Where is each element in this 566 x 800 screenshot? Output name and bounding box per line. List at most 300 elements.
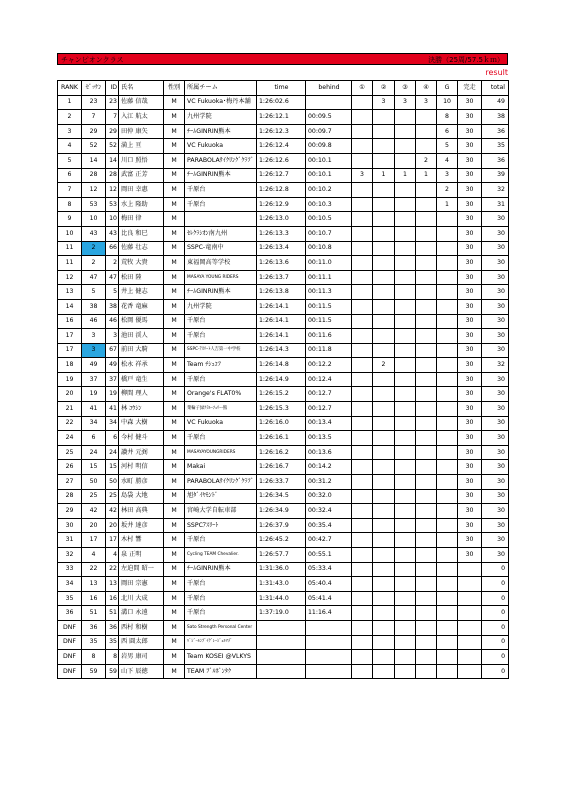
table-row — [58, 110, 509, 125]
cell-total: 49 — [482, 95, 509, 110]
cell-rank: 11 — [58, 256, 82, 271]
table-row — [58, 475, 509, 490]
cell-lap2 — [373, 197, 395, 212]
cell-lap3 — [395, 241, 416, 256]
cell-team — [185, 212, 257, 227]
cell-lap3 — [395, 635, 416, 650]
cell-lap1 — [352, 285, 373, 300]
cell-id: 23 — [106, 95, 119, 110]
cell-sex: M — [164, 329, 185, 344]
table-row — [58, 285, 509, 300]
table-row — [58, 168, 509, 183]
cell-lap3 — [395, 285, 416, 300]
cell-rank: 24 — [58, 431, 82, 446]
cell-behind: 00:11.3 — [306, 285, 352, 300]
cell-lap1 — [352, 197, 373, 212]
cell-total: 30 — [482, 372, 509, 387]
cell-lap1 — [352, 635, 373, 650]
cell-id: 8 — [106, 650, 119, 665]
cell-goal: 4 — [437, 153, 458, 168]
cell-lap1 — [352, 387, 373, 402]
cell-behind: 00:11.6 — [306, 329, 352, 344]
cell-id: 5 — [106, 285, 119, 300]
cell-sex: M — [164, 241, 185, 256]
cell-team: Makai — [185, 460, 257, 475]
cell-lap3 — [395, 489, 416, 504]
cell-rank: 27 — [58, 475, 82, 490]
col-header-name: 氏名 — [119, 81, 164, 96]
cell-id: 42 — [106, 504, 119, 519]
cell-behind: 00:09.7 — [306, 124, 352, 139]
cell-goal — [437, 372, 458, 387]
cell-goal — [437, 416, 458, 431]
cell-time: 1:26:13.6 — [257, 256, 306, 271]
cell-sex: M — [164, 183, 185, 198]
cell-lap1 — [352, 358, 373, 373]
cell-id: 19 — [106, 387, 119, 402]
cell-lap2: 3 — [373, 95, 395, 110]
cell-name: 水町 勝彦 — [119, 475, 164, 490]
cell-team: MASAYA YOUNG RIDERS — [185, 270, 257, 285]
cell-id: 12 — [106, 183, 119, 198]
cell-rank: 16 — [58, 314, 82, 329]
cell-team: 東福岡高等学校 — [185, 256, 257, 271]
cell-time: 1:26:15.2 — [257, 387, 306, 402]
cell-lap1 — [352, 124, 373, 139]
cell-total: 38 — [482, 110, 509, 125]
cell-sex: M — [164, 650, 185, 665]
cell-name: 梅田 律 — [119, 212, 164, 227]
cell-total: 32 — [482, 183, 509, 198]
cell-finish: 30 — [458, 358, 482, 373]
cell-behind: 11:16.4 — [306, 606, 352, 621]
cell-lap1 — [352, 314, 373, 329]
cell-rank: 9 — [58, 212, 82, 227]
cell-team: 菜輪子緑ｸﾗﾙｰﾌｭﾘｰ-熊 — [185, 402, 257, 417]
results-table — [57, 80, 509, 679]
cell-finish — [458, 635, 482, 650]
cell-sex: M — [164, 110, 185, 125]
class-title: チャンピオンクラス — [61, 56, 124, 64]
cell-lap3 — [395, 387, 416, 402]
cell-total: 30 — [482, 212, 509, 227]
cell-bib: 3 — [82, 329, 106, 344]
cell-goal — [437, 664, 458, 679]
cell-finish: 30 — [458, 489, 482, 504]
cell-time: 1:26:13.8 — [257, 285, 306, 300]
cell-finish: 30 — [458, 518, 482, 533]
cell-time: 1:26:14.8 — [257, 358, 306, 373]
cell-total: 30 — [482, 489, 509, 504]
cell-bib: 23 — [82, 95, 106, 110]
cell-total: 0 — [482, 620, 509, 635]
cell-rank: 13 — [58, 285, 82, 300]
cell-rank: DNF — [58, 620, 82, 635]
cell-behind: 00:10.1 — [306, 153, 352, 168]
col-header-behind: behind — [306, 81, 352, 96]
cell-team: ﾁｰﾑGINRIN熊本 — [185, 124, 257, 139]
cell-id: 22 — [106, 562, 119, 577]
cell-sex: M — [164, 314, 185, 329]
cell-time: 1:26:12.4 — [257, 139, 306, 154]
cell-behind: 00:12.2 — [306, 358, 352, 373]
cell-lap3 — [395, 139, 416, 154]
col-header-id: ID — [106, 81, 119, 96]
cell-time: 1:26:12.9 — [257, 197, 306, 212]
cell-name: 岩男 康司 — [119, 650, 164, 665]
cell-team: ﾁｰﾑGINRIN熊本 — [185, 285, 257, 300]
cell-finish: 30 — [458, 475, 482, 490]
cell-rank: 17 — [58, 343, 82, 358]
cell-total: 30 — [482, 548, 509, 563]
cell-behind — [306, 620, 352, 635]
cell-behind: 00:11.5 — [306, 314, 352, 329]
cell-name: 前田 大騎 — [119, 343, 164, 358]
cell-team: 千原台 — [185, 577, 257, 592]
cell-total: 30 — [482, 402, 509, 417]
cell-bib: 28 — [82, 168, 106, 183]
cell-lap2 — [373, 562, 395, 577]
cell-bib: 41 — [82, 402, 106, 417]
cell-time — [257, 664, 306, 679]
cell-time: 1:31:36.0 — [257, 562, 306, 577]
cell-time: 1:26:57.7 — [257, 548, 306, 563]
cell-bib: 50 — [82, 475, 106, 490]
cell-bib: 2 — [82, 241, 106, 256]
cell-id: 38 — [106, 299, 119, 314]
cell-goal — [437, 314, 458, 329]
cell-lap2 — [373, 212, 395, 227]
cell-finish: 30 — [458, 299, 482, 314]
cell-id: 66 — [106, 241, 119, 256]
cell-finish: 30 — [458, 314, 482, 329]
cell-rank: 20 — [58, 387, 82, 402]
cell-lap1 — [352, 664, 373, 679]
cell-finish: 30 — [458, 504, 482, 519]
cell-sex: M — [164, 153, 185, 168]
cell-rank: 22 — [58, 416, 82, 431]
cell-rank: 30 — [58, 518, 82, 533]
cell-lap1 — [352, 139, 373, 154]
cell-bib: 42 — [82, 504, 106, 519]
cell-goal — [437, 387, 458, 402]
cell-lap1 — [352, 650, 373, 665]
cell-lap4 — [416, 270, 437, 285]
cell-sex: M — [164, 445, 185, 460]
race-info: 決勝（25周/57.5ｋｍ） — [428, 56, 504, 64]
table-row — [58, 445, 509, 460]
cell-name: 溝口 永遠 — [119, 606, 164, 621]
cell-finish: 30 — [458, 460, 482, 475]
cell-lap4 — [416, 650, 437, 665]
col-header-total: total — [482, 81, 509, 96]
table-row — [58, 387, 509, 402]
cell-finish: 30 — [458, 402, 482, 417]
cell-id: 24 — [106, 445, 119, 460]
cell-behind: 00:32.0 — [306, 489, 352, 504]
cell-lap4 — [416, 314, 437, 329]
cell-name: 花香 竜麻 — [119, 299, 164, 314]
cell-lap3 — [395, 402, 416, 417]
table-row — [58, 226, 509, 241]
cell-time: 1:26:15.3 — [257, 402, 306, 417]
cell-goal — [437, 606, 458, 621]
cell-name: 岡田 宗憲 — [119, 577, 164, 592]
cell-finish: 30 — [458, 372, 482, 387]
cell-team: 千原台 — [185, 329, 257, 344]
cell-lap1 — [352, 562, 373, 577]
cell-lap4 — [416, 343, 437, 358]
cell-total: 30 — [482, 343, 509, 358]
cell-lap1 — [352, 270, 373, 285]
cell-finish: 30 — [458, 548, 482, 563]
cell-finish: 30 — [458, 533, 482, 548]
cell-lap2 — [373, 343, 395, 358]
cell-time: 1:26:13.0 — [257, 212, 306, 227]
cell-goal — [437, 489, 458, 504]
cell-goal — [437, 358, 458, 373]
cell-time: 1:26:33.7 — [257, 475, 306, 490]
cell-time: 1:31:43.0 — [257, 577, 306, 592]
cell-bib: 4 — [82, 548, 106, 563]
cell-team: 旭ﾀﾞｲﾔﾓﾝﾄﾞ — [185, 489, 257, 504]
cell-time: 1:26:14.1 — [257, 299, 306, 314]
cell-time: 1:26:37.9 — [257, 518, 306, 533]
cell-lap2: 1 — [373, 168, 395, 183]
cell-time — [257, 620, 306, 635]
cell-bib: 3 — [82, 343, 106, 358]
cell-goal — [437, 445, 458, 460]
cell-name: 比良 和巳 — [119, 226, 164, 241]
cell-id: 36 — [106, 620, 119, 635]
cell-lap3 — [395, 504, 416, 519]
cell-lap3 — [395, 343, 416, 358]
cell-lap4 — [416, 445, 437, 460]
cell-name: 田仲 康矢 — [119, 124, 164, 139]
cell-team: ｾﾚｸﾗｼｵﾝ南九州 — [185, 226, 257, 241]
cell-behind: 00:12.4 — [306, 372, 352, 387]
cell-lap1 — [352, 504, 373, 519]
cell-finish: 30 — [458, 226, 482, 241]
cell-lap4 — [416, 372, 437, 387]
cell-behind — [306, 635, 352, 650]
cell-total: 0 — [482, 591, 509, 606]
cell-bib: 6 — [82, 431, 106, 446]
cell-lap3 — [395, 329, 416, 344]
cell-lap3 — [395, 226, 416, 241]
cell-lap2 — [373, 416, 395, 431]
cell-lap3 — [395, 475, 416, 490]
table-row — [58, 635, 509, 650]
cell-lap3 — [395, 372, 416, 387]
cell-behind: 00:10.5 — [306, 212, 352, 227]
cell-lap2 — [373, 650, 395, 665]
cell-lap3 — [395, 212, 416, 227]
cell-lap1 — [352, 241, 373, 256]
cell-rank: 12 — [58, 270, 82, 285]
table-row — [58, 577, 509, 592]
cell-lap2 — [373, 533, 395, 548]
cell-lap1 — [352, 577, 373, 592]
cell-sex: M — [164, 548, 185, 563]
cell-lap3 — [395, 431, 416, 446]
cell-finish: 30 — [458, 256, 482, 271]
cell-id: 25 — [106, 489, 119, 504]
cell-sex: M — [164, 402, 185, 417]
cell-team: 千原台 — [185, 183, 257, 198]
cell-behind: 00:42.7 — [306, 533, 352, 548]
cell-rank: 5 — [58, 153, 82, 168]
cell-rank: 11 — [58, 241, 82, 256]
cell-name: 河村 明信 — [119, 460, 164, 475]
cell-lap2 — [373, 241, 395, 256]
table-row — [58, 431, 509, 446]
cell-rank: 4 — [58, 139, 82, 154]
cell-total: 30 — [482, 256, 509, 271]
cell-lap3 — [395, 577, 416, 592]
cell-bib: 12 — [82, 183, 106, 198]
cell-behind: 00:11.0 — [306, 256, 352, 271]
cell-total: 30 — [482, 416, 509, 431]
table-row — [58, 664, 509, 679]
cell-total: 0 — [482, 635, 509, 650]
cell-sex: M — [164, 504, 185, 519]
cell-lap1 — [352, 183, 373, 198]
table-row — [58, 650, 509, 665]
result-label: result — [485, 68, 508, 77]
cell-team: 千原台 — [185, 197, 257, 212]
cell-name: 川口 照悟 — [119, 153, 164, 168]
cell-id: 15 — [106, 460, 119, 475]
cell-finish: 30 — [458, 124, 482, 139]
cell-behind: 00:12.7 — [306, 387, 352, 402]
cell-total: 30 — [482, 314, 509, 329]
cell-goal — [437, 518, 458, 533]
cell-rank: 8 — [58, 197, 82, 212]
cell-lap1 — [352, 416, 373, 431]
cell-finish: 30 — [458, 95, 482, 110]
cell-lap3 — [395, 183, 416, 198]
cell-sex: M — [164, 606, 185, 621]
col-header-sex: 性別 — [164, 81, 185, 96]
cell-behind: 00:14.2 — [306, 460, 352, 475]
cell-lap3 — [395, 299, 416, 314]
cell-bib: 36 — [82, 620, 106, 635]
cell-lap2 — [373, 124, 395, 139]
cell-id: 16 — [106, 591, 119, 606]
cell-lap2 — [373, 548, 395, 563]
cell-lap4: 2 — [416, 153, 437, 168]
cell-total: 30 — [482, 533, 509, 548]
cell-lap2 — [373, 314, 395, 329]
cell-name: 中森 大樹 — [119, 416, 164, 431]
cell-lap3 — [395, 197, 416, 212]
cell-time: 1:26:13.7 — [257, 270, 306, 285]
cell-team: PARABOLAｻｲｸﾘﾝｸﾞｸﾗﾌﾞ — [185, 153, 257, 168]
cell-bib: 19 — [82, 387, 106, 402]
cell-lap2 — [373, 110, 395, 125]
cell-lap3 — [395, 591, 416, 606]
cell-lap4 — [416, 241, 437, 256]
cell-lap4 — [416, 402, 437, 417]
cell-lap1 — [352, 445, 373, 460]
cell-bib: 13 — [82, 577, 106, 592]
cell-finish — [458, 620, 482, 635]
cell-rank: 7 — [58, 183, 82, 198]
cell-total: 30 — [482, 329, 509, 344]
cell-lap1 — [352, 548, 373, 563]
cell-team: SSPCｱｽﾘｰﾄ — [185, 518, 257, 533]
col-header-bib: ｾﾞｯｹﾝ — [82, 81, 106, 96]
table-row — [58, 533, 509, 548]
cell-lap4 — [416, 489, 437, 504]
cell-lap4: 1 — [416, 168, 437, 183]
cell-total: 0 — [482, 606, 509, 621]
cell-id: 4 — [106, 548, 119, 563]
cell-bib: 16 — [82, 591, 106, 606]
cell-team: ﾁｰﾑGINRIN熊本 — [185, 168, 257, 183]
cell-id: 41 — [106, 402, 119, 417]
cell-lap1 — [352, 95, 373, 110]
cell-time: 1:26:45.2 — [257, 533, 306, 548]
table-row — [58, 183, 509, 198]
cell-team: 千原台 — [185, 431, 257, 446]
cell-lap1 — [352, 299, 373, 314]
cell-sex: M — [164, 95, 185, 110]
col-header-finish: 完走 — [458, 81, 482, 96]
cell-name: 水上 隆助 — [119, 197, 164, 212]
cell-team: Orange's FLAT0% — [185, 387, 257, 402]
cell-lap3 — [395, 562, 416, 577]
cell-bib: 49 — [82, 358, 106, 373]
cell-lap4 — [416, 299, 437, 314]
cell-finish: 30 — [458, 110, 482, 125]
cell-goal — [437, 343, 458, 358]
cell-lap1: 3 — [352, 168, 373, 183]
cell-sex: M — [164, 489, 185, 504]
col-header-lap4: ④ — [416, 81, 437, 96]
cell-goal — [437, 533, 458, 548]
cell-goal: 8 — [437, 110, 458, 125]
cell-time: 1:26:13.4 — [257, 241, 306, 256]
cell-id: 47 — [106, 270, 119, 285]
cell-sex: M — [164, 620, 185, 635]
cell-time: 1:26:16.0 — [257, 416, 306, 431]
cell-time: 1:26:34.9 — [257, 504, 306, 519]
cell-sex: M — [164, 635, 185, 650]
cell-name: 松永 祥承 — [119, 358, 164, 373]
cell-name: 橋戸 竜生 — [119, 372, 164, 387]
cell-bib: 29 — [82, 124, 106, 139]
cell-lap1 — [352, 153, 373, 168]
cell-total: 35 — [482, 139, 509, 154]
cell-finish: 30 — [458, 329, 482, 344]
cell-sex: M — [164, 577, 185, 592]
table-row — [58, 358, 509, 373]
cell-team: 千原台 — [185, 314, 257, 329]
cell-rank: 10 — [58, 226, 82, 241]
cell-team: 九州学院 — [185, 110, 257, 125]
cell-lap1 — [352, 620, 373, 635]
cell-total: 39 — [482, 168, 509, 183]
table-row — [58, 329, 509, 344]
cell-behind: 00:55.1 — [306, 548, 352, 563]
cell-id: 67 — [106, 343, 119, 358]
cell-bib: 8 — [82, 650, 106, 665]
table-row — [58, 241, 509, 256]
cell-sex: M — [164, 431, 185, 446]
cell-lap3 — [395, 124, 416, 139]
